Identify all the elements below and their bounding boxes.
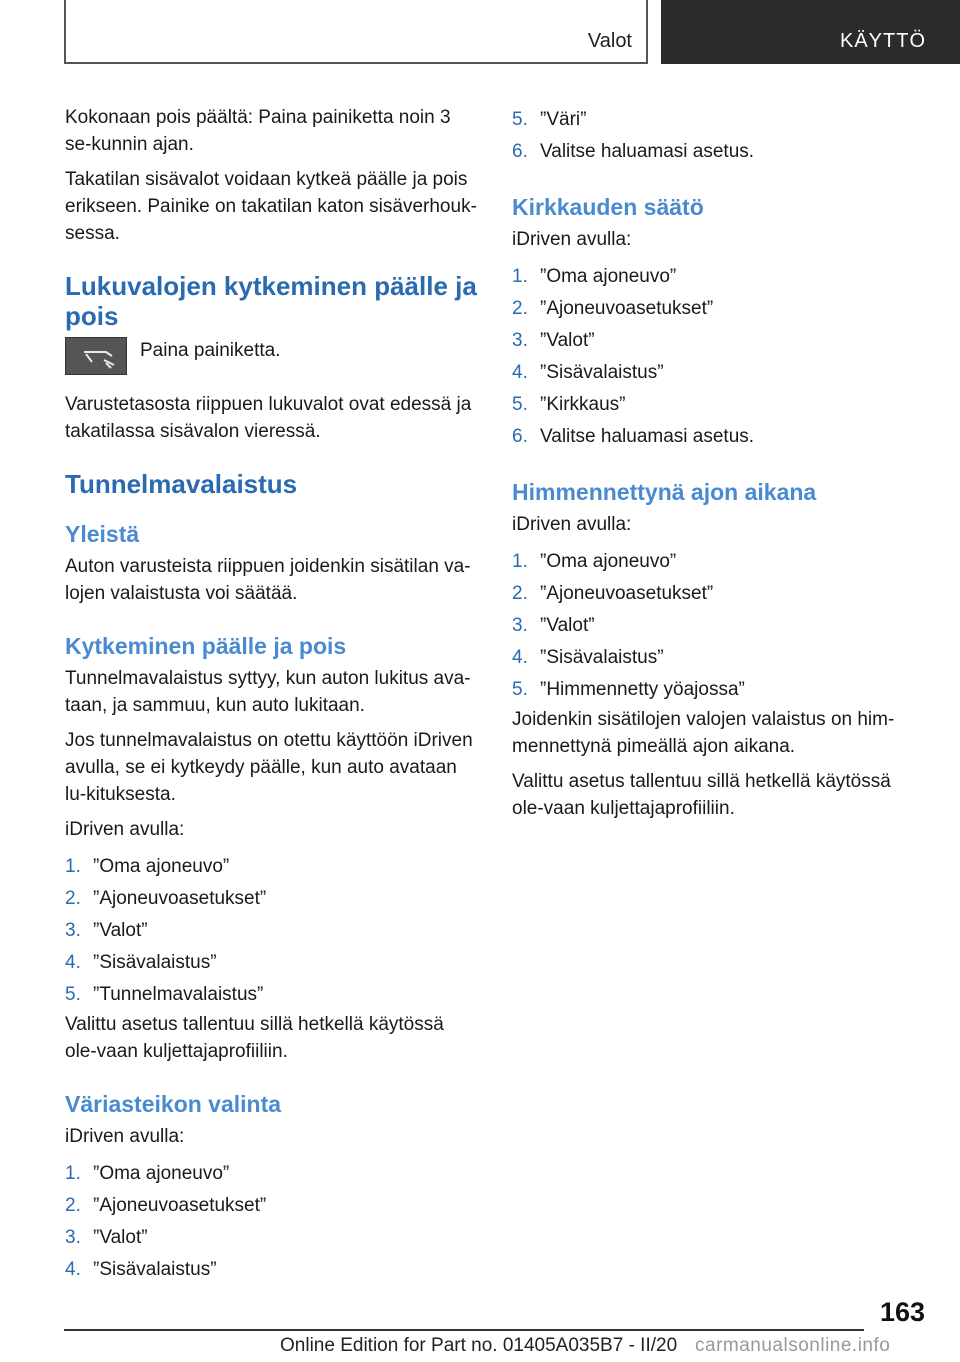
watermark: carmanualsonline.info (695, 1335, 891, 1356)
paragraph: Valittu asetus tallentuu sillä hetkellä käytössä ole-vaan kuljettajaprofiiliin. (65, 1014, 444, 1062)
list-item: 2. ”Ajoneuvoasetukset” (512, 298, 714, 319)
paragraph: Tunnelmavalaistus syttyy, kun auton lukitus ava-taan, ja sammuu, kun auto lukitaan. (65, 668, 471, 716)
page-header (0, 0, 960, 66)
page-number: 163 (880, 1297, 926, 1327)
paragraph: Varustetasosta riippuen lukuvalot ovat edessä ja takatilassa sisävalon vieressä. (65, 394, 472, 442)
list-item: 5. ”Kirkkaus” (512, 394, 626, 415)
heading-ambient-lighting: Tunnelmavalaistus (65, 469, 298, 499)
footer-divider (64, 1329, 864, 1331)
list-item: 6. Valitse haluamasi asetus. (512, 141, 755, 162)
list-item: 3. ”Valot” (65, 1227, 148, 1248)
button-instruction (65, 337, 479, 379)
list-item: 4. ”Sisävalaistus” (512, 362, 664, 383)
list-item: 1. ”Oma ajoneuvo” (512, 551, 677, 572)
heading-color-scale: Väriasteikon valinta (65, 1091, 282, 1117)
steps-list-color (65, 1158, 479, 1286)
button-instruction-text: Paina painiketta. (140, 340, 281, 361)
paragraph: iDriven avulla: (512, 514, 632, 535)
list-item: 1. ”Oma ajoneuvo” (65, 856, 230, 877)
list-item: 3. ”Valot” (512, 330, 595, 351)
paragraph: iDriven avulla: (65, 1126, 185, 1147)
list-item: 1. ”Oma ajoneuvo” (512, 266, 677, 287)
paragraph: Joidenkin sisätilojen valojen valaistus on him-mennettynä pimeällä ajon aikana. (512, 709, 895, 757)
right-column (512, 104, 926, 830)
header-chapter-tab (661, 0, 960, 64)
list-item: 5. ”Tunnelmavalaistus” (65, 984, 264, 1005)
list-item: 2. ”Ajoneuvoasetukset” (65, 888, 267, 909)
list-item: 1. ”Oma ajoneuvo” (65, 1163, 230, 1184)
steps-list-color-continued (512, 104, 926, 168)
list-item: 3. ”Valot” (512, 615, 595, 636)
steps-list-ambient (65, 851, 479, 1011)
paragraph: Kokonaan pois päältä: Paina painiketta noin 3 se-kunnin ajan. (65, 107, 451, 155)
paragraph: iDriven avulla: (512, 229, 632, 250)
paragraph: Takatilan sisävalot voidaan kytkeä päälle ja pois erikseen. Painike on takatilan katon sisäverhouk-sessa. (65, 169, 477, 244)
paragraph: iDriven avulla: (65, 819, 185, 840)
list-item: 5. ”Himmennetty yöajossa” (512, 679, 745, 700)
list-item: 2. ”Ajoneuvoasetukset” (65, 1195, 267, 1216)
list-item: 4. ”Sisävalaistus” (512, 647, 664, 668)
heading-dimmed-while-driving: Himmennettynä ajon aikana (512, 479, 817, 505)
list-item: 5. ”Väri” (512, 109, 587, 130)
heading-switch-on-off: Kytkeminen päälle ja pois (65, 633, 347, 659)
list-item: 4. ”Sisävalaistus” (65, 1259, 217, 1280)
header-chapter-title: KÄYTTÖ (839, 30, 926, 52)
left-column (65, 104, 479, 1286)
edition-text: Online Edition for Part no. 01405A035B7 - II/20 (280, 1335, 678, 1356)
header-section-box (64, 0, 648, 64)
steps-list-dimmed (512, 546, 926, 706)
list-item: 6. Valitse haluamasi asetus. (512, 426, 755, 447)
paragraph: Valittu asetus tallentuu sillä hetkellä käytössä ole-vaan kuljettajaprofiiliin. (512, 771, 891, 819)
heading-reading-lights: Lukuvalojen kytkeminen päälle ja pois (65, 271, 477, 331)
heading-general: Yleistä (65, 521, 140, 547)
paragraph: Auton varusteista riippuen joidenkin sisätilan va-lojen valaistusta voi säätää. (65, 556, 471, 604)
list-item: 3. ”Valot” (65, 920, 148, 941)
steps-list-brightness (512, 261, 926, 453)
paragraph: Jos tunnelmavalaistus on otettu käyttöön iDriven avulla, se ei kytkeydy päälle, kun auto avataan lu-kituksesta. (65, 730, 473, 805)
list-item: 2. ”Ajoneuvoasetukset” (512, 583, 714, 604)
reading-light-icon (65, 337, 127, 375)
list-item: 4. ”Sisävalaistus” (65, 952, 217, 973)
header-section-title: Valot (587, 30, 632, 52)
heading-brightness: Kirkkauden säätö (512, 194, 704, 220)
